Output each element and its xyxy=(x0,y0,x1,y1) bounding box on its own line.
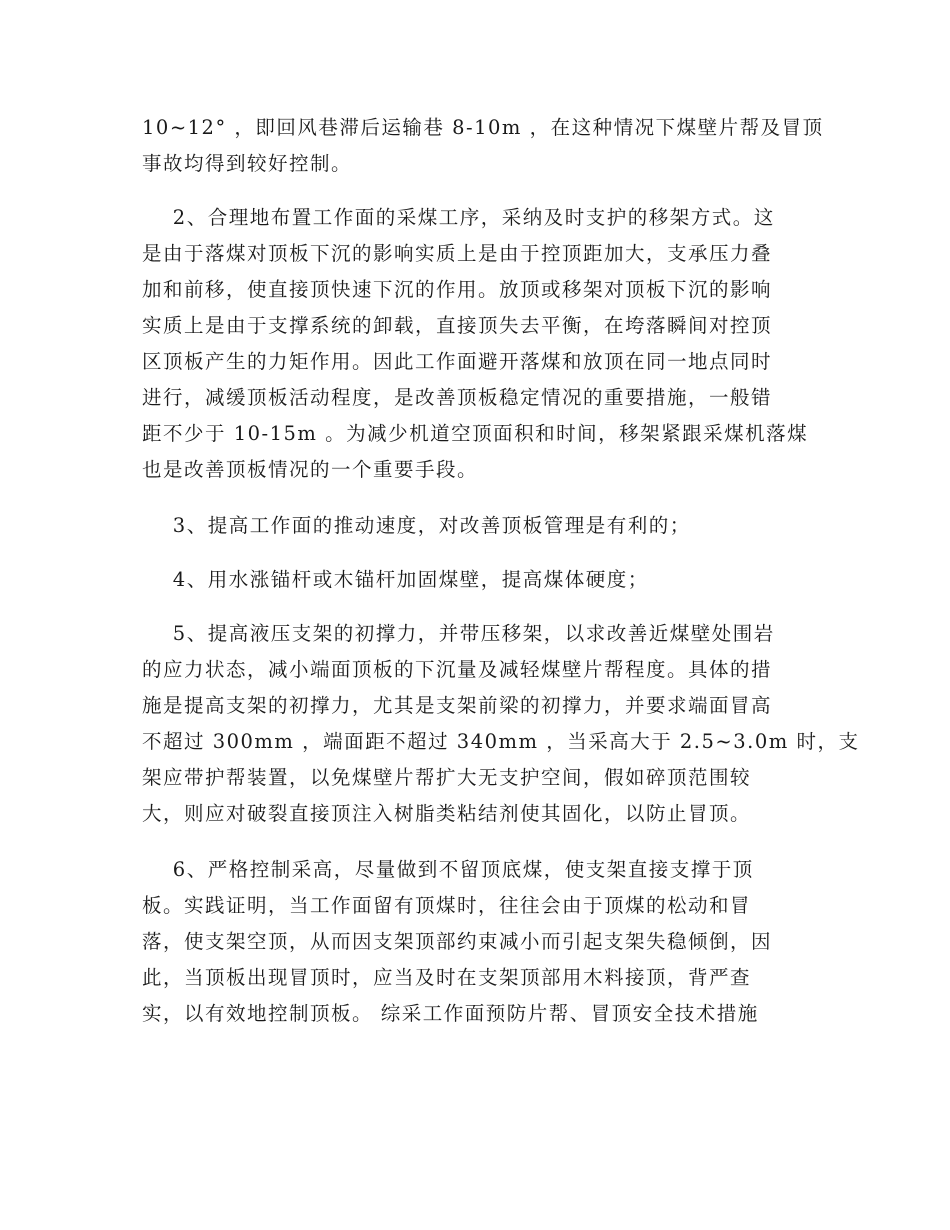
text-line: 6、严格控制采高，尽量做到不留顶底煤，使支架直接支撑于顶 xyxy=(142,858,754,881)
text-line: 5、提高液压支架的初撑力，并带压移架，以求改善近煤壁处围岩 xyxy=(142,622,775,645)
text-line: 加和前移，使直接顶快速下沉的作用。放顶或移架对顶板下沉的影响 xyxy=(142,278,773,301)
text-line: 10~12° ，即回风巷滞后运输巷 8-10m ，在这种情况下煤壁片帮及冒顶 xyxy=(142,116,824,139)
text-line: 进行，减缓顶板活动程度，是改善顶板稳定情况的重要措施，一般错 xyxy=(142,386,773,409)
text-line: 此，当顶板出现冒顶时，应当及时在支架顶部用木料接顶，背严查 xyxy=(142,966,752,989)
text-line: 落，使支架空顶，从而因支架顶部约束减小而引起支架失稳倾倒，因 xyxy=(142,930,773,953)
text-line: 大，则应对破裂直接顶注入树脂类粘结剂使其固化，以防止冒顶。 xyxy=(142,802,752,825)
text-line: 实质上是由于支撑系统的卸载，直接顶失去平衡，在垮落瞬间对控顶 xyxy=(142,314,773,337)
text-line: 施是提高支架的初撑力，尤其是支架前梁的初撑力，并要求端面冒高 xyxy=(142,694,773,717)
text-line: 区顶板产生的力矩作用。因此工作面避开落煤和放顶在同一地点同时 xyxy=(142,350,773,373)
text-line: 架应带护帮装置，以免煤壁片帮扩大无支护空间，假如碎顶范围较 xyxy=(142,766,752,789)
text-line: 是由于落煤对顶板下沉的影响实质上是由于控顶距加大，支承压力叠 xyxy=(142,242,773,265)
text-line: 的应力状态，减小端面顶板的下沉量及减轻煤壁片帮程度。具体的措 xyxy=(142,658,773,681)
text-line: 4、用水涨锚杆或木锚杆加固煤壁，提高煤体硬度； xyxy=(142,568,649,591)
text-line: 事故均得到较好控制。 xyxy=(142,152,353,175)
text-line: 板。实践证明，当工作面留有顶煤时，往往会由于顶煤的松动和冒 xyxy=(142,894,752,917)
text-line: 3、提高工作面的推动速度，对改善顶板管理是有利的； xyxy=(142,514,691,537)
text-line: 实，以有效地控制顶板。 综采工作面预防片帮、冒顶安全技术措施 xyxy=(142,1002,759,1025)
text-line: 不超过 300mm ，端面距不超过 340mm ，当采高大于 2.5~3.0m 时，支 xyxy=(142,730,860,753)
text-line: 2、合理地布置工作面的采煤工序，采纳及时支护的移架方式。这 xyxy=(142,206,775,229)
text-line: 距不少于 10-15m 。为减少机道空顶面积和时间，移架紧跟采煤机落煤 xyxy=(142,422,809,445)
text-line: 也是改善顶板情况的一个重要手段。 xyxy=(142,458,479,481)
